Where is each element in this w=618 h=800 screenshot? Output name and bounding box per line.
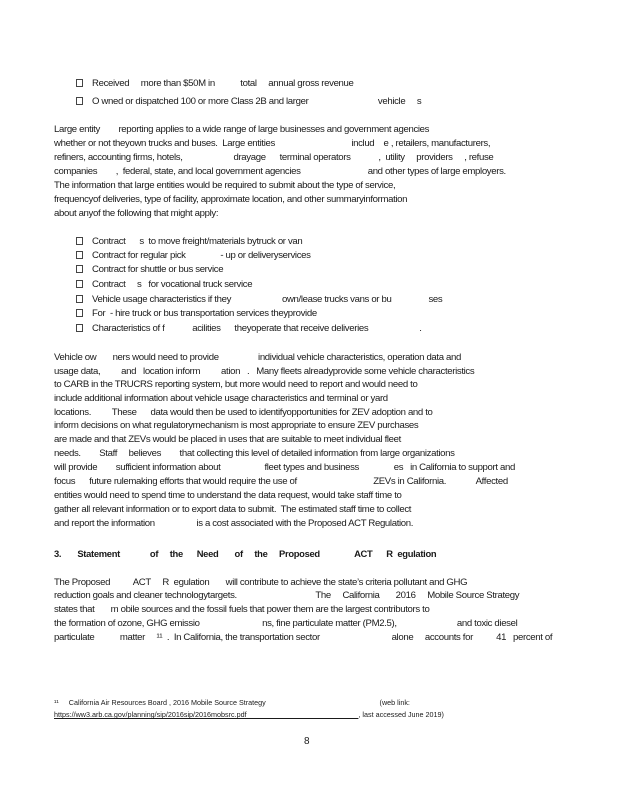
- paragraph-line: states that m obile sources and the fossil fuels that power them are the largest contributors to: [54, 604, 430, 615]
- paragraph-line: usage data, and location inform ation . Many fleets alreadyprovide some vehicle characteristics: [54, 366, 475, 377]
- paragraph-line: will provide sufficient information about fleet types and business es in California to support and: [54, 462, 515, 473]
- paragraph-line: refiners, accounting firms, hotels, drayage terminal operators , utility providers , refuse: [54, 152, 494, 163]
- paragraph-line: frequencyof deliveries, type of facility, approximate location, and other summaryinformation: [54, 194, 408, 205]
- bullet-box-icon: [76, 236, 83, 248]
- bullet-box-icon: [76, 78, 83, 90]
- paragraph-line: to CARB in the TRUCRS reporting system, but more would need to report and would need to: [54, 379, 418, 390]
- paragraph-line: particulate matter ¹¹ . In California, the transportation sector alone accounts for 41 percent of: [54, 632, 553, 643]
- paragraph-line: reduction goals and cleaner technologytargets. The California 2016 Mobile Source Strategy: [54, 590, 520, 601]
- section-heading: 3. Statement of the Need of the Proposed ACT R egulation: [54, 548, 437, 559]
- paragraph-line: the formation of ozone, GHG emissio ns, fine particulate matter (PM2.5), and toxic diesel: [54, 618, 518, 629]
- bullet-text: Contract for shuttle or bus service: [92, 264, 224, 275]
- footnote-text: ¹¹ California Air Resources Board , 2016 Mobile Source Strategy (web link:: [54, 698, 410, 707]
- footnote-tail: , last accessed June 2019): [358, 710, 444, 719]
- bullet-text: Received more than $50M in total annual gross revenue: [92, 78, 354, 89]
- footnote-line: [54, 710, 444, 720]
- bullet-box-icon: [76, 250, 83, 262]
- paragraph-line: Large entity reporting applies to a wide range of large businesses and government agencies: [54, 124, 430, 135]
- page-number: 8: [304, 736, 310, 747]
- footnote-link[interactable]: https://ww3.arb.ca.gov/planning/sip/2016sip/2016mobsrc.pdf: [54, 710, 359, 719]
- paragraph-line: include additional information about vehicle usage characteristics and terminal or yard: [54, 393, 388, 404]
- paragraph-line: are made and that ZEVs would be placed in uses that are suitable to meet individual fleet: [54, 434, 401, 445]
- paragraph-line: whether or not theyown trucks and buses. Large entities includ e , retailers, manufacturers,: [54, 138, 491, 149]
- paragraph-line: companies , federal, state, and local government agencies and other types of large employers.: [54, 166, 506, 177]
- bullet-text: Contract s to move freight/materials bytruck or van: [92, 236, 303, 247]
- bullet-box-icon: [76, 308, 83, 320]
- bullet-text: For - hire truck or bus transportation services theyprovide: [92, 308, 317, 319]
- paragraph-line: entities would need to spend time to understand the data request, would take staff time to: [54, 490, 402, 501]
- paragraph-line: inform decisions on what regulatorymechanism is most appropriate to ensure ZEV purchases: [54, 420, 419, 431]
- paragraph-line: The Proposed ACT R egulation will contribute to achieve the state’s criteria pollutant and GHG: [54, 577, 468, 588]
- bullet-text: O wned or dispatched 100 or more Class 2B and larger vehicle s: [92, 96, 422, 107]
- paragraph-line: gather all relevant information or to export data to submit. The estimated staff time to collect: [54, 504, 412, 515]
- bullet-box-icon: [76, 96, 83, 108]
- bullet-text: Contract for regular pick - up or deliveryservices: [92, 250, 311, 261]
- bullet-text: Characteristics of f acilities theyoperate that receive deliveries .: [92, 323, 422, 334]
- bullet-box-icon: [76, 279, 83, 291]
- bullet-box-icon: [76, 264, 83, 276]
- paragraph-line: about anyof the following that might apply:: [54, 208, 219, 219]
- bullet-text: Contract s for vocational truck service: [92, 279, 253, 290]
- paragraph-line: The information that large entities would be required to submit about the type of service,: [54, 180, 396, 191]
- paragraph-line: and report the information is a cost associated with the Proposed ACT Regulation.: [54, 518, 414, 529]
- bullet-box-icon: [76, 323, 83, 335]
- bullet-box-icon: [76, 294, 83, 306]
- paragraph-line: focus future rulemaking efforts that would require the use of ZEVs in California. Affected: [54, 476, 508, 487]
- paragraph-line: locations. These data would then be used to identifyopportunities for ZEV adoption and to: [54, 407, 433, 418]
- bullet-text: Vehicle usage characteristics if they own/lease trucks vans or bu ses: [92, 294, 443, 305]
- paragraph-line: Vehicle ow ners would need to provide individual vehicle characteristics, operation data and: [54, 352, 461, 363]
- paragraph-line: needs. Staff believes that collecting this level of detailed information from large organizations: [54, 448, 455, 459]
